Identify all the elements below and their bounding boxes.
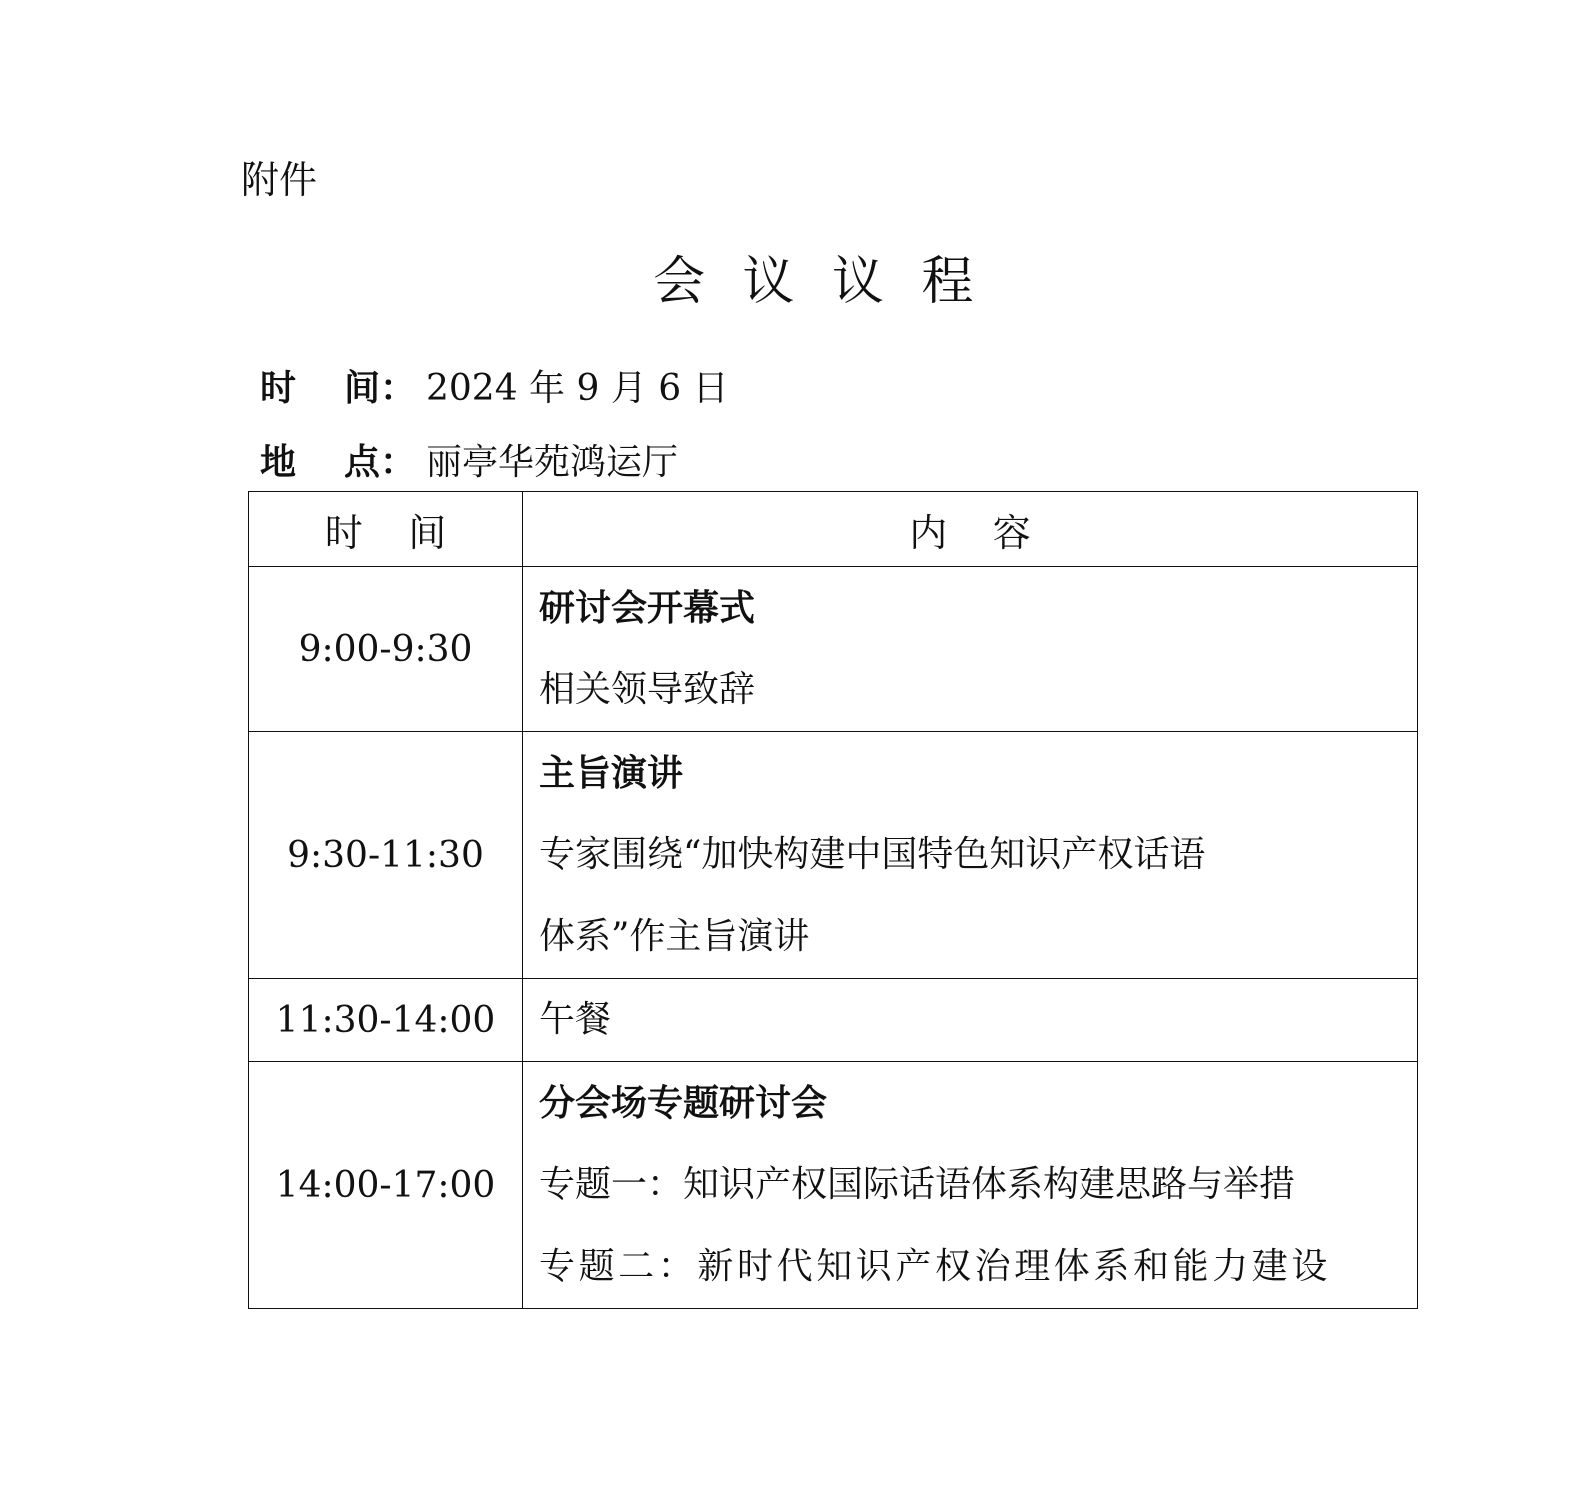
time-label-first-char: 时 [260, 367, 297, 409]
place-value: 丽亭华苑鸿运厅 [426, 442, 679, 483]
header-content: 内容 [523, 492, 1418, 567]
time-value: 2024 年 9 月 6 日 [426, 368, 729, 409]
place-label-second-char: 点： [344, 441, 417, 483]
table-row [249, 567, 1418, 732]
session-title: 研讨会开幕式 [539, 587, 756, 629]
attachment-label: 附件 [241, 158, 318, 202]
time-cell: 9:30-11:30 [249, 732, 523, 979]
table-row [249, 1062, 1418, 1309]
table-header-row [249, 492, 1418, 567]
time-cell: 11:30-14:00 [249, 979, 523, 1062]
session-detail: 午餐 [539, 999, 612, 1040]
time-cell: 9:00-9:30 [249, 567, 523, 732]
session-detail: 专家围绕“加快构建中国特色知识产权话语 [539, 834, 1206, 875]
content-cell [523, 979, 1418, 1062]
time-label [260, 362, 426, 414]
session-title: 分会场专题研讨会 [539, 1082, 828, 1124]
header-time: 时间 [249, 492, 523, 567]
session-title: 主旨演讲 [539, 752, 684, 794]
table-row [249, 979, 1418, 1062]
session-detail: 专题二：新时代知识产权治理体系和能力建设 [539, 1246, 1332, 1287]
meeting-place [260, 436, 678, 489]
time-label-second-char: 间： [344, 367, 417, 409]
content-cell [523, 567, 1418, 732]
session-detail: 专题一：知识产权国际话语体系构建思路与举措 [539, 1164, 1296, 1205]
content-cell [523, 1062, 1418, 1309]
page-title: 会议议程 [653, 252, 1011, 312]
agenda-table [248, 491, 1418, 1309]
table-row [249, 732, 1418, 979]
session-detail: 相关领导致辞 [539, 669, 756, 710]
content-cell [523, 732, 1418, 979]
place-label [260, 436, 426, 488]
place-label-first-char: 地 [260, 441, 297, 483]
meeting-time [260, 362, 729, 415]
time-cell: 14:00-17:00 [249, 1062, 523, 1309]
session-detail: 体系”作主旨演讲 [539, 916, 810, 957]
